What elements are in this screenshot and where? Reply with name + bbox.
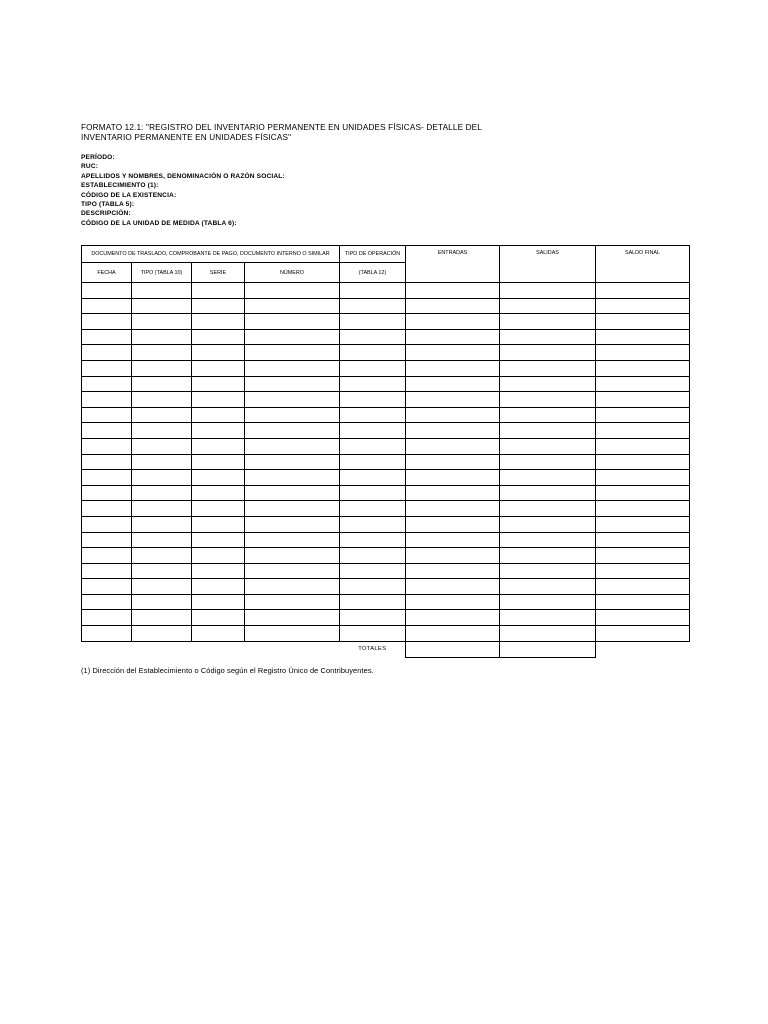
document-group-header: DOCUMENTO DE TRASLADO, COMPROBANTE DE PAGO, DOCUMENTO INTERNO O SIMILAR bbox=[82, 246, 340, 263]
table-cell bbox=[132, 579, 192, 595]
table-cell bbox=[245, 407, 340, 423]
table-cell bbox=[406, 298, 500, 314]
table-row bbox=[82, 329, 690, 345]
tabla-12-header: (TABLA 12) bbox=[340, 263, 406, 283]
table-row bbox=[82, 594, 690, 610]
table-cell bbox=[132, 283, 192, 299]
table-row bbox=[82, 376, 690, 392]
table-cell bbox=[596, 470, 690, 486]
table-cell bbox=[245, 563, 340, 579]
table-cell bbox=[340, 360, 406, 376]
table-cell bbox=[406, 485, 500, 501]
table-cell bbox=[245, 423, 340, 439]
document-title: FORMATO 12.1: "REGISTRO DEL INVENTARIO PERMANENTE EN UNIDADES FÍSICAS- DETALLE DEL INVENTARIO PERMANENTE EN UNIDADES FÍSICAS" bbox=[81, 123, 482, 142]
table-cell bbox=[192, 298, 245, 314]
salidas-header: SALIDAS bbox=[500, 246, 596, 283]
table-cell bbox=[340, 423, 406, 439]
table-cell bbox=[340, 532, 406, 548]
table-cell bbox=[82, 563, 132, 579]
table-cell bbox=[406, 345, 500, 361]
table-cell bbox=[596, 501, 690, 517]
table-cell bbox=[192, 438, 245, 454]
table-cell bbox=[340, 501, 406, 517]
table-cell bbox=[500, 516, 596, 532]
table-cell bbox=[340, 626, 406, 642]
table-cell bbox=[192, 407, 245, 423]
table-cell bbox=[192, 423, 245, 439]
table-cell bbox=[500, 501, 596, 517]
table-cell bbox=[596, 516, 690, 532]
table-cell bbox=[245, 485, 340, 501]
table-row bbox=[82, 532, 690, 548]
table-row bbox=[82, 563, 690, 579]
table-cell bbox=[340, 579, 406, 595]
table-cell bbox=[82, 454, 132, 470]
table-row bbox=[82, 485, 690, 501]
table-cell bbox=[500, 329, 596, 345]
table-cell bbox=[340, 314, 406, 330]
field-ruc: RUC: bbox=[81, 163, 99, 171]
table-cell bbox=[82, 579, 132, 595]
table-cell bbox=[596, 345, 690, 361]
footnote: (1) Dirección del Establecimiento o Código según el Registro Único de Contribuyentes. bbox=[81, 666, 374, 675]
table-cell bbox=[500, 407, 596, 423]
table-cell bbox=[340, 283, 406, 299]
totals-spacer-end bbox=[596, 641, 690, 657]
table-cell bbox=[500, 470, 596, 486]
table-cell bbox=[192, 470, 245, 486]
table-cell bbox=[132, 314, 192, 330]
table-cell bbox=[406, 563, 500, 579]
table-cell bbox=[500, 298, 596, 314]
table-cell bbox=[500, 579, 596, 595]
table-cell bbox=[406, 423, 500, 439]
table-cell bbox=[406, 548, 500, 564]
table-cell bbox=[340, 594, 406, 610]
table-cell bbox=[192, 360, 245, 376]
header-fields bbox=[81, 153, 285, 228]
table-cell bbox=[192, 501, 245, 517]
table-cell bbox=[82, 548, 132, 564]
table-cell bbox=[132, 438, 192, 454]
table-cell bbox=[596, 283, 690, 299]
table-cell bbox=[500, 314, 596, 330]
table-cell bbox=[192, 532, 245, 548]
table-row bbox=[82, 610, 690, 626]
table-cell bbox=[406, 501, 500, 517]
inventory-table bbox=[81, 245, 690, 658]
table-cell bbox=[340, 376, 406, 392]
table-cell bbox=[132, 423, 192, 439]
table-cell bbox=[192, 579, 245, 595]
fecha-header: FECHA bbox=[82, 263, 132, 283]
table-cell bbox=[245, 532, 340, 548]
table-cell bbox=[132, 360, 192, 376]
table-cell bbox=[82, 314, 132, 330]
serie-header: SERIE bbox=[192, 263, 245, 283]
table-cell bbox=[406, 454, 500, 470]
table-cell bbox=[132, 532, 192, 548]
table-cell bbox=[340, 563, 406, 579]
table-cell bbox=[192, 548, 245, 564]
table-cell bbox=[406, 376, 500, 392]
field-unidad-medida: CÓDIGO DE LA UNIDAD DE MEDIDA (TABLA 6): bbox=[81, 219, 237, 227]
table-cell bbox=[406, 360, 500, 376]
table-row bbox=[82, 579, 690, 595]
table-cell bbox=[192, 283, 245, 299]
table-row bbox=[82, 298, 690, 314]
table-cell bbox=[192, 626, 245, 642]
table-row bbox=[82, 407, 690, 423]
table-cell bbox=[82, 470, 132, 486]
table-cell bbox=[245, 329, 340, 345]
table-cell bbox=[245, 626, 340, 642]
table-cell bbox=[500, 610, 596, 626]
table-row bbox=[82, 360, 690, 376]
table-row bbox=[82, 501, 690, 517]
table-row bbox=[82, 314, 690, 330]
table-cell bbox=[406, 470, 500, 486]
table-cell bbox=[82, 329, 132, 345]
table-cell bbox=[245, 376, 340, 392]
table-cell bbox=[82, 423, 132, 439]
table-cell bbox=[82, 298, 132, 314]
table-cell bbox=[340, 329, 406, 345]
field-descripcion: DESCRIPCIÓN: bbox=[81, 210, 131, 218]
table-cell bbox=[82, 594, 132, 610]
table-cell bbox=[340, 392, 406, 408]
numero-header: NÚMERO bbox=[245, 263, 340, 283]
table-cell bbox=[406, 610, 500, 626]
table-cell bbox=[406, 283, 500, 299]
table-cell bbox=[596, 314, 690, 330]
table-cell bbox=[596, 485, 690, 501]
table-cell bbox=[245, 298, 340, 314]
table-cell bbox=[500, 423, 596, 439]
table-row bbox=[82, 423, 690, 439]
field-codigo-existencia: CÓDIGO DE LA EXISTENCIA: bbox=[81, 191, 177, 199]
table-cell bbox=[132, 563, 192, 579]
table-cell bbox=[340, 345, 406, 361]
table-cell bbox=[500, 283, 596, 299]
table-cell bbox=[406, 516, 500, 532]
table-cell bbox=[245, 470, 340, 486]
table-cell bbox=[500, 345, 596, 361]
field-razon-social: APELLIDOS Y NOMBRES, DENOMINACIÓN O RAZÓN SOCIAL: bbox=[81, 172, 285, 180]
table-cell bbox=[245, 345, 340, 361]
table-cell bbox=[132, 392, 192, 408]
table-cell bbox=[82, 392, 132, 408]
table-cell bbox=[192, 454, 245, 470]
table-cell bbox=[500, 392, 596, 408]
table-cell bbox=[596, 329, 690, 345]
table-cell bbox=[245, 579, 340, 595]
table-cell bbox=[82, 360, 132, 376]
table-row bbox=[82, 438, 690, 454]
table-cell bbox=[245, 610, 340, 626]
table-cell bbox=[500, 454, 596, 470]
table-cell bbox=[82, 345, 132, 361]
table-cell bbox=[596, 594, 690, 610]
table-cell bbox=[596, 407, 690, 423]
totals-row bbox=[82, 641, 690, 657]
table-cell bbox=[132, 516, 192, 532]
table-cell bbox=[192, 610, 245, 626]
table-cell bbox=[500, 376, 596, 392]
table-row bbox=[82, 516, 690, 532]
table-cell bbox=[406, 438, 500, 454]
field-establecimiento: ESTABLECIMIENTO (1): bbox=[81, 182, 159, 190]
totals-spacer bbox=[82, 641, 340, 657]
table-cell bbox=[132, 376, 192, 392]
table-cell bbox=[192, 376, 245, 392]
table-cell bbox=[245, 360, 340, 376]
table-row bbox=[82, 626, 690, 642]
table-cell bbox=[596, 610, 690, 626]
table-cell bbox=[340, 610, 406, 626]
table-cell bbox=[132, 345, 192, 361]
table-row bbox=[82, 392, 690, 408]
table-cell bbox=[500, 548, 596, 564]
table-cell bbox=[596, 423, 690, 439]
table-cell bbox=[132, 594, 192, 610]
table-cell bbox=[192, 392, 245, 408]
tipo-operacion-header: TIPO DE OPERACIÓN bbox=[340, 246, 406, 263]
table-cell bbox=[192, 516, 245, 532]
table-cell bbox=[245, 516, 340, 532]
table-cell bbox=[340, 470, 406, 486]
table-row bbox=[82, 283, 690, 299]
table-cell bbox=[406, 594, 500, 610]
table-cell bbox=[82, 283, 132, 299]
table-cell bbox=[596, 579, 690, 595]
table-cell bbox=[340, 454, 406, 470]
table-cell bbox=[82, 407, 132, 423]
table-cell bbox=[132, 407, 192, 423]
entradas-header: ENTRADAS bbox=[406, 246, 500, 283]
table-cell bbox=[596, 548, 690, 564]
table-header-row-1 bbox=[82, 246, 690, 263]
table-cell bbox=[82, 626, 132, 642]
table-cell bbox=[245, 548, 340, 564]
table-cell bbox=[245, 454, 340, 470]
table-cell bbox=[192, 563, 245, 579]
table-cell bbox=[500, 626, 596, 642]
table-cell bbox=[245, 314, 340, 330]
table-cell bbox=[500, 485, 596, 501]
table-cell bbox=[406, 532, 500, 548]
table-cell bbox=[82, 532, 132, 548]
table-cell bbox=[500, 563, 596, 579]
table-cell bbox=[132, 485, 192, 501]
table-cell bbox=[596, 454, 690, 470]
table-cell bbox=[340, 548, 406, 564]
table-cell bbox=[82, 485, 132, 501]
table-cell bbox=[406, 579, 500, 595]
table-cell bbox=[596, 563, 690, 579]
table-cell bbox=[596, 392, 690, 408]
tipo-tabla-10-header: TIPO (TABLA 10) bbox=[132, 263, 192, 283]
table-cell bbox=[406, 392, 500, 408]
table-cell bbox=[340, 485, 406, 501]
table-cell bbox=[340, 298, 406, 314]
field-periodo: PERÍODO: bbox=[81, 154, 115, 161]
table-cell bbox=[500, 594, 596, 610]
field-tipo: TIPO (TABLA 5): bbox=[81, 201, 135, 209]
table-cell bbox=[245, 283, 340, 299]
table-cell bbox=[192, 345, 245, 361]
table-cell bbox=[82, 438, 132, 454]
table-cell bbox=[340, 438, 406, 454]
table-cell bbox=[132, 548, 192, 564]
table-cell bbox=[596, 298, 690, 314]
table-cell bbox=[596, 376, 690, 392]
table-row bbox=[82, 454, 690, 470]
table-row bbox=[82, 548, 690, 564]
table-cell bbox=[132, 610, 192, 626]
total-salidas-cell bbox=[500, 641, 596, 657]
table-cell bbox=[132, 454, 192, 470]
table-row bbox=[82, 345, 690, 361]
table-cell bbox=[596, 626, 690, 642]
table-cell bbox=[596, 438, 690, 454]
table-cell bbox=[82, 610, 132, 626]
table-cell bbox=[245, 501, 340, 517]
table-cell bbox=[245, 438, 340, 454]
table-cell bbox=[340, 407, 406, 423]
table-cell bbox=[132, 626, 192, 642]
table-row bbox=[82, 470, 690, 486]
table-cell bbox=[406, 329, 500, 345]
table-cell bbox=[132, 298, 192, 314]
table-cell bbox=[500, 360, 596, 376]
table-cell bbox=[406, 314, 500, 330]
table-cell bbox=[500, 438, 596, 454]
table-cell bbox=[406, 407, 500, 423]
totales-label: TOTALES bbox=[358, 646, 387, 653]
total-entradas-cell bbox=[406, 641, 500, 657]
table-cell bbox=[192, 485, 245, 501]
table-cell bbox=[596, 360, 690, 376]
table-cell bbox=[245, 392, 340, 408]
table-cell bbox=[245, 594, 340, 610]
table-cell bbox=[132, 470, 192, 486]
table-cell bbox=[406, 626, 500, 642]
table-cell bbox=[500, 532, 596, 548]
saldo-final-header: SALDO FINAL bbox=[596, 246, 690, 283]
table-cell bbox=[82, 501, 132, 517]
table-cell bbox=[192, 314, 245, 330]
table-cell bbox=[132, 501, 192, 517]
table-cell bbox=[340, 516, 406, 532]
table-cell bbox=[192, 329, 245, 345]
table-cell bbox=[132, 329, 192, 345]
table-cell bbox=[82, 376, 132, 392]
table-cell bbox=[82, 516, 132, 532]
table-cell bbox=[192, 594, 245, 610]
table-cell bbox=[596, 532, 690, 548]
